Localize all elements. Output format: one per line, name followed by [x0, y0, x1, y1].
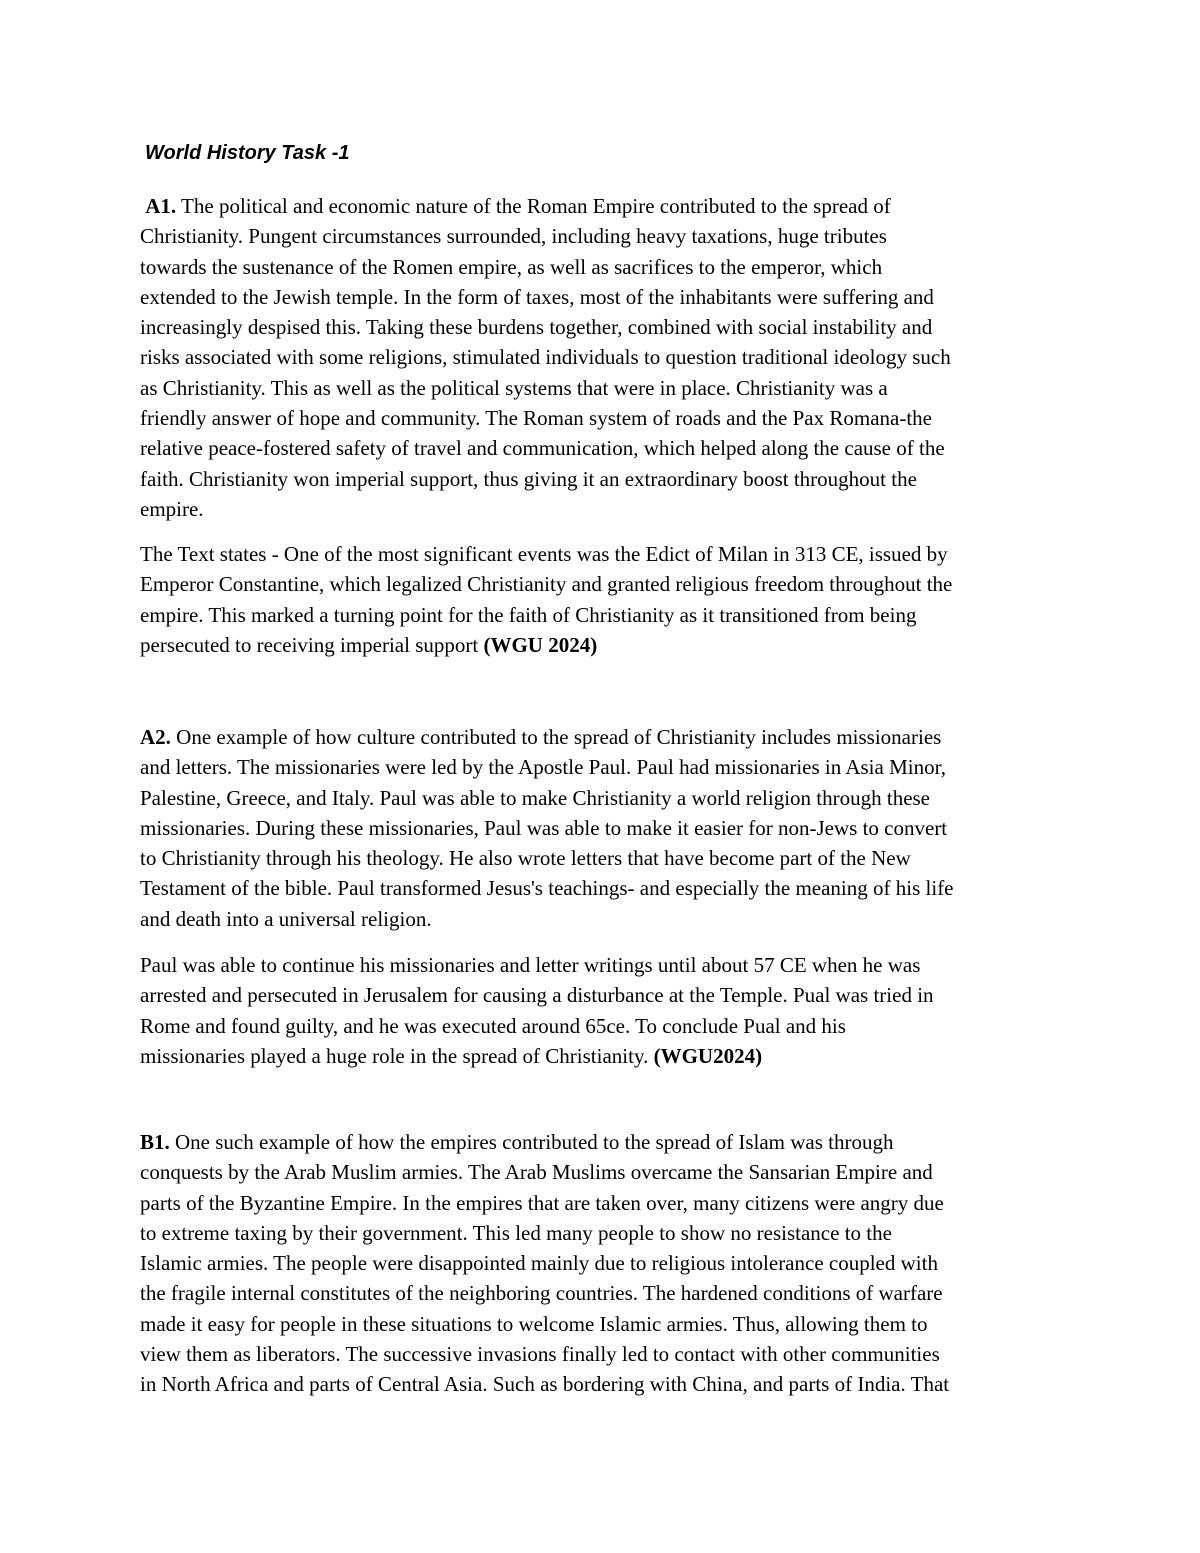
- paragraph-line: Paul was able to continue his missionaries and letter writings until about 57 CE when he was: [140, 953, 921, 977]
- paragraph-line: relative peace-fostered safety of travel and communication, which helped along the cause of the: [140, 436, 945, 461]
- paragraph-line: arrested and persecuted in Jerusalem for causing a disturbance at the Temple. Pual was tried in: [140, 983, 934, 1008]
- section-a1-paragraph: [140, 191, 1070, 524]
- paragraph-line: Christianity. Pungent circumstances surrounded, including heavy taxations, huge tributes: [140, 224, 887, 249]
- paragraph-line: the fragile internal constitutes of the neighboring countries. The hardened conditions of warfare: [140, 1281, 943, 1306]
- citation: (WGU2024): [653, 1043, 763, 1068]
- paragraph-line: conquests by the Arab Muslim armies. The Arab Muslims overcame the Sansarian Empire and: [140, 1160, 933, 1185]
- paragraph-line: view them as liberators. The successive invasions finally led to contact with other communities: [140, 1342, 940, 1367]
- paragraph-line: missionaries. During these missionaries, Paul was able to make it easier for non-Jews to convert: [140, 815, 948, 840]
- paragraph-line: and letters. The missionaries were led by the Apostle Paul. Paul had missionaries in Asia Minor,: [140, 755, 946, 780]
- paragraph-line: persecuted to receiving imperial support (WGU 2024): [140, 632, 598, 657]
- paragraph-line: friendly answer of hope and community. The Roman system of roads and the Pax Romana-the: [140, 406, 932, 431]
- paragraph-line: empire. This marked a turning point for the faith of Christianity as it transitioned from being: [140, 602, 917, 627]
- section-a2-label: A2.: [140, 725, 171, 749]
- section-b1-paragraph: [140, 1127, 1070, 1400]
- paragraph-line: and death into a universal religion.: [140, 906, 432, 931]
- paragraph-line: Rome and found guilty, and he was executed around 65ce. To conclude Pual and his: [140, 1013, 846, 1038]
- paragraph-line: A1. The political and economic nature of the Roman Empire contributed to the spread of: [145, 194, 891, 218]
- paragraph-line: Emperor Constantine, which legalized Christianity and granted religious freedom throughout the: [140, 572, 953, 597]
- section-a1-quote-paragraph: [140, 539, 1070, 660]
- paragraph-line: extended to the Jewish temple. In the form of taxes, most of the inhabitants were suffering and: [140, 284, 934, 309]
- document-title: World History Task -1: [145, 142, 350, 164]
- paragraph-line: B1. One such example of how the empires contributed to the spread of Islam was through: [140, 1130, 894, 1154]
- section-a2-paragraph: [140, 722, 1070, 934]
- paragraph-line: Palestine, Greece, and Italy. Paul was able to make Christianity a world religion through these: [140, 785, 931, 810]
- paragraph-line: A2. One example of how culture contributed to the spread of Christianity includes missionaries: [140, 725, 942, 749]
- citation: (WGU 2024): [483, 632, 598, 657]
- section-b1-label: B1.: [140, 1130, 170, 1154]
- paragraph-line: Islamic armies. The people were disappointed mainly due to religious intolerance coupled with: [140, 1251, 938, 1276]
- paragraph-line: Testament of the bible. Paul transformed Jesus's teachings- and especially the meaning of his life: [140, 876, 954, 901]
- section-a2-continuation-paragraph: [140, 950, 1070, 1071]
- paragraph-line: increasingly despised this. Taking these burdens together, combined with social instability and: [140, 315, 933, 340]
- paragraph-line: The Text states - One of the most significant events was the Edict of Milan in 313 CE, issued by: [140, 542, 948, 566]
- paragraph-line: as Christianity. This as well as the political systems that were in place. Christianity was a: [140, 375, 888, 400]
- paragraph-line: towards the sustenance of the Romen empire, as well as sacrifices to the emperor, which: [140, 254, 883, 279]
- paragraph-line: missionaries played a huge role in the spread of Christianity. (WGU2024): [140, 1043, 763, 1068]
- paragraph-line: risks associated with some religions, stimulated individuals to question traditional ideology such: [140, 345, 951, 370]
- paragraph-line: empire.: [140, 496, 204, 521]
- paragraph-line: parts of the Byzantine Empire. In the empires that are taken over, many citizens were angry due: [140, 1190, 944, 1215]
- paragraph-line: to Christianity through his theology. He also wrote letters that have become part of the New: [140, 846, 911, 871]
- paragraph-line: made it easy for people in these situations to welcome Islamic armies. Thus, allowing them to: [140, 1311, 928, 1336]
- paragraph-line: faith. Christianity won imperial support, thus giving it an extraordinary boost throughout the: [140, 466, 917, 491]
- paragraph-line: to extreme taxing by their government. This led many people to show no resistance to the: [140, 1220, 892, 1245]
- paragraph-line: in North Africa and parts of Central Asia. Such as bordering with China, and parts of India. That: [140, 1372, 950, 1397]
- section-a1-label: A1.: [145, 194, 177, 218]
